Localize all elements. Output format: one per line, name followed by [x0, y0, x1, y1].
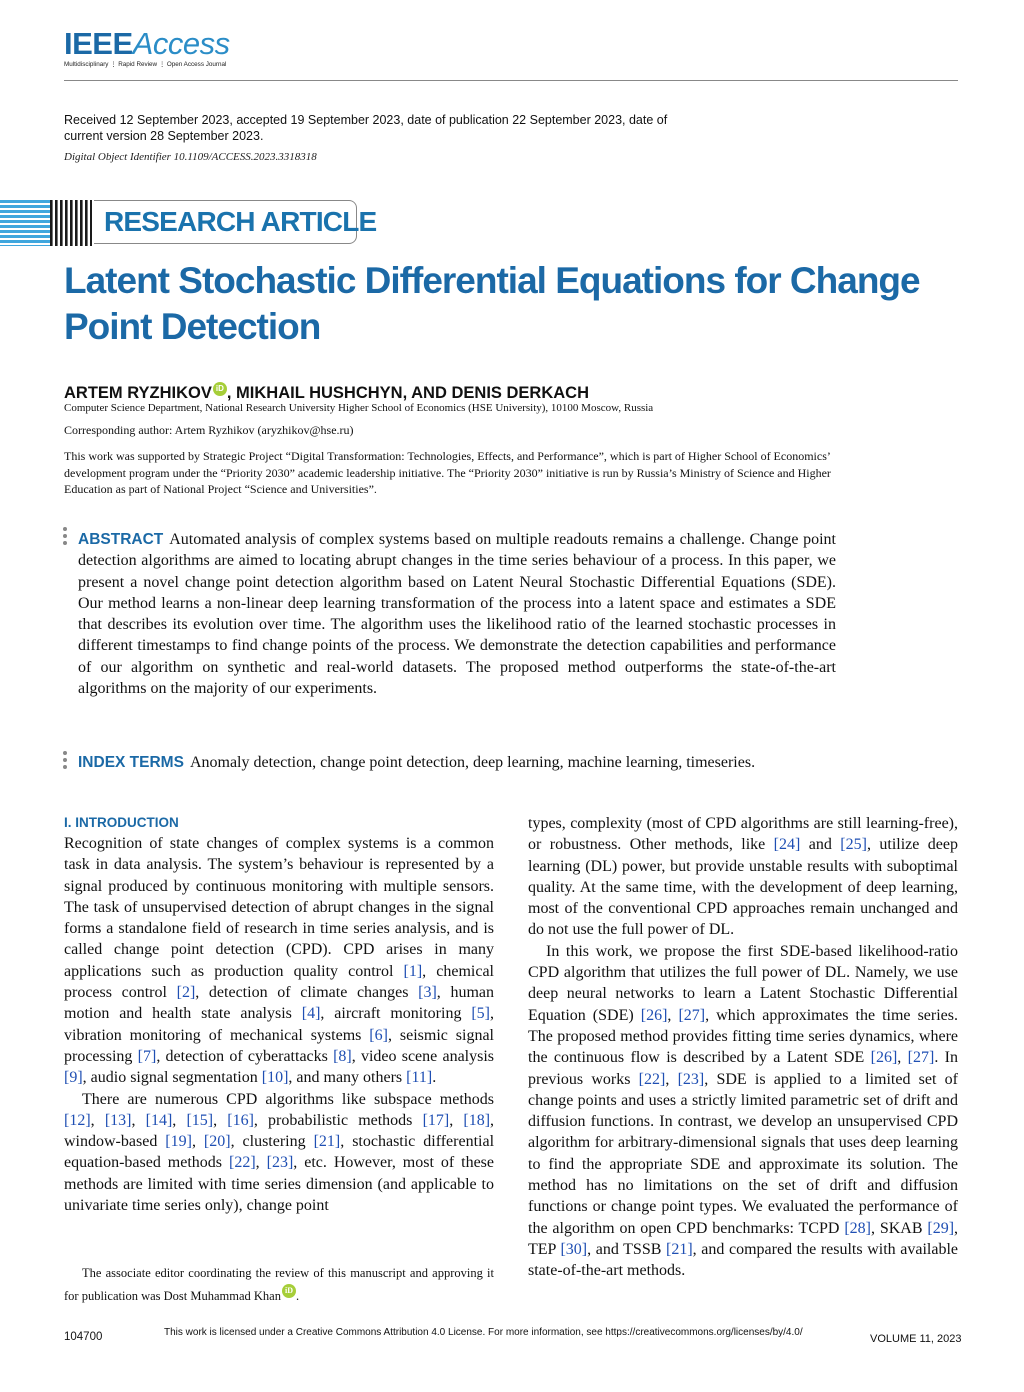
citation-link[interactable]: [20] [203, 1133, 231, 1151]
paragraph-text: , clustering [230, 1133, 314, 1151]
citation-link[interactable]: [5] [471, 1005, 490, 1023]
citation-link[interactable]: [9] [64, 1069, 83, 1087]
article-type-banner: RESEARCH ARTICLE [104, 206, 377, 237]
citation-link[interactable]: [26] [640, 1006, 668, 1024]
paragraph-text: There are numerous CPD algorithms like subspace methods [82, 1090, 494, 1108]
citation-link[interactable]: [18] [463, 1111, 491, 1129]
abstract [78, 529, 836, 699]
citation-link[interactable]: [22] [228, 1154, 256, 1172]
citation-link[interactable]: [4] [301, 1005, 321, 1023]
paragraph-text: , [213, 1111, 228, 1129]
journal-logo [64, 28, 264, 72]
citation-link[interactable]: [21] [313, 1133, 341, 1151]
abstract-label: ABSTRACT [78, 531, 164, 548]
paragraph-text: , [667, 1006, 679, 1024]
banner-stripes-dark [50, 200, 92, 246]
citation-link[interactable]: [29] [927, 1219, 955, 1237]
paragraph-text: , [131, 1111, 146, 1129]
index-terms-label: INDEX TERMS [78, 754, 184, 771]
paragraph-text: , and many others [288, 1069, 407, 1087]
citation-link[interactable]: [13] [104, 1111, 132, 1129]
publication-dates: Received 12 September 2023, accepted 19 September 2023, date of publication 22 September 2023, date of current version 28 September 2023. [64, 113, 668, 143]
doi[interactable]: Digital Object Identifier 10.1109/ACCESS.2023.3318318 [64, 151, 317, 163]
citation-link[interactable]: [27] [678, 1006, 706, 1024]
citation-link[interactable]: [23] [266, 1154, 294, 1172]
index-terms-dots-icon [63, 751, 69, 772]
citation-link[interactable]: [17] [422, 1111, 450, 1129]
citation-link[interactable]: [15] [186, 1111, 214, 1129]
banner-stripes-light [0, 200, 50, 246]
citation-link[interactable]: [6] [369, 1026, 388, 1044]
affiliation: Computer Science Department, National Research University Higher School of Economics (HSE University), 10100 Moscow, Russia [64, 402, 654, 414]
paragraph-text: , and compared the results with available state-of-the-art methods. [528, 1240, 959, 1280]
logo-tagline: Multidisciplinary ⋮ Rapid Review ⋮ Open Access Journal [64, 61, 227, 68]
license-notice[interactable]: This work is licensed under a Creative Commons Attribution 4.0 License. For more information, see https://creativecommons.org/licenses/by/4.0/ [164, 1327, 803, 1338]
funding-statement: This work was supported by Strategic Project “Digital Transformation: Technologies, Effects, and Performance”, which is part of Higher School of Economics’ development program under the “Priority 2030” academic leadership initiative. The “Priority 2030” initiative is run by Russia’s Ministry of Science and Higher Education as part of National Project “Science and Universities”. [64, 449, 831, 496]
abstract-text: Automated analysis of complex systems based on multiple readouts remains a challenge. Change point detection algorithms are aimed to locating abrupt changes in the time series behaviour of a process. In this paper, we present a novel change point detection algorithm based on Latent Neural Stochastic Differential Equations (SDE). Our method learns a non-linear deep learning transformation of the process into a latent space and estimates a SDE that describes its evolution over time. The algorithm uses the likelihood ratio of the learned stochastic processes in different timestamps to find change points of the process. We demonstrate the detection capabilities and performance of our algorithm on synthetic and real-world datasets. The proposed method outperforms the state-of-the-art algorithms on the majority of our experiments. [78, 531, 836, 698]
paragraph-text: , [90, 1111, 105, 1129]
abstract-dots-icon [63, 527, 69, 548]
paragraph-text: , [255, 1154, 267, 1172]
paragraph-text: , which approximates the time series. The proposed method provides fitting time series dynamics, where the continuous flow is described by a Latent SDE [528, 1006, 958, 1067]
orcid-icon[interactable]: iD [213, 382, 227, 396]
paragraph-text: , etc. However, most of these methods are limited with time series dimension (and applicable to univariate time series only), change point [64, 1154, 495, 1215]
paragraph-text: , [191, 1133, 204, 1151]
paragraph-text: , utilize deep learning (DL) power, but provide unstable results with suboptimal quality. At the same time, with the development of deep learning, most of the conventional CPD approaches remain unchanged and do not use the full power of DL. [528, 836, 958, 939]
citation-link[interactable]: [8] [333, 1047, 352, 1065]
article-title: Latent Stochastic Differential Equations for Change Point Detection [64, 260, 920, 347]
citation-link[interactable]: [7] [137, 1047, 157, 1065]
citation-link[interactable]: [30] [560, 1240, 588, 1258]
paragraph-text: . In previous works [528, 1049, 959, 1088]
index-terms-text: Anomaly detection, change point detection, deep learning, machine learning, timeseries. [189, 754, 756, 771]
paragraph-text: Recognition of state changes of complex systems is a common task in data analysis. The system’s behaviour is represented by a signal produced by continuous monitoring with multiple sensors. The task of unsupervised detection of abrupt changes in the signal forms a standalone field of research in time series analysis, and is called change point detection (CPD). CPD arises in many applications such as production quality control [64, 835, 494, 980]
citation-link[interactable]: [27] [907, 1049, 935, 1067]
citation-link[interactable]: [14] [145, 1111, 173, 1129]
paragraph-text: , vibration monitoring of mechanical systems [64, 1005, 494, 1044]
citation-link[interactable]: [22] [638, 1070, 666, 1088]
section-heading: I. INTRODUCTION [64, 815, 179, 830]
citation-link[interactable]: [21] [666, 1240, 693, 1258]
paragraph-text: , stochastic differential equation-based methods [64, 1133, 495, 1172]
paragraph-text: , [665, 1070, 678, 1088]
paragraph-text: , seismic signal processing [64, 1026, 494, 1065]
left-column [64, 813, 494, 1216]
author-list [64, 382, 589, 403]
logo-ieee: IEEE [64, 26, 133, 61]
citation-link[interactable]: [11] [406, 1069, 433, 1087]
orcid-icon[interactable]: iD [282, 1284, 296, 1298]
paragraph-text: , aircraft monitoring [320, 1005, 472, 1023]
citation-link[interactable]: [3] [418, 984, 437, 1002]
footnote-text: The associate editor coordinating the review of this manuscript and approving it for publication was Dost Muhammad Khan [64, 1266, 494, 1303]
editor-footnote [64, 1263, 494, 1307]
citation-link[interactable]: [16] [227, 1111, 254, 1129]
volume-info: VOLUME 11, 2023 [870, 1333, 962, 1345]
paragraph-text: , SDE is applied to a limited set of change points and uses a strictly limited parametric set of drift and diffusion functions. In contrast, we develop an unsupervised CPD algorithm for arbitrary-dimensional signals that uses deep learning to find the appropriate SDE and approximate its solution. The method has no limitations on the set of drift and diffusion functions or change point types. We evaluated the performance of the algorithm on open CPD benchmarks: TCPD [528, 1070, 959, 1237]
intro-paragraph-3 [528, 813, 958, 941]
citation-link[interactable]: [28] [844, 1219, 871, 1237]
paragraph-text: , audio signal segmentation [82, 1069, 262, 1087]
paragraph-text: , detection of cyberattacks [156, 1047, 334, 1065]
author-first: ARTEM RYZHIKOV [64, 384, 212, 402]
header-divider [64, 80, 958, 81]
paragraph-text: , [172, 1111, 187, 1129]
paragraph-text: , detection of climate changes [195, 984, 419, 1002]
citation-link[interactable]: [25] [840, 836, 867, 854]
intro-paragraph-1 [64, 833, 494, 1089]
paragraph-text: , video scene analysis [351, 1047, 495, 1065]
right-column [528, 813, 958, 1282]
author-rest: , MIKHAIL HUSHCHYN, AND DENIS DERKACH [226, 384, 589, 402]
intro-paragraph-2 [64, 1089, 494, 1217]
paragraph-text: , chemical process control [64, 962, 494, 1002]
intro-paragraph-4 [528, 941, 958, 1282]
paragraph-text: , human motion and health state analysis [64, 984, 494, 1023]
paragraph-text: , [449, 1111, 464, 1129]
paragraph-text: . [432, 1069, 437, 1087]
paragraph-text: , SKAB [870, 1219, 928, 1237]
index-terms [78, 752, 908, 774]
citation-link[interactable]: [24] [773, 836, 801, 854]
citation-link[interactable]: [19] [165, 1133, 192, 1151]
paragraph-text: , and TSSB [587, 1240, 667, 1258]
citation-link[interactable]: [2] [176, 984, 196, 1002]
paragraph-text: and [800, 836, 841, 854]
paragraph-text: , window-based [64, 1111, 495, 1151]
citation-link[interactable]: [26] [870, 1049, 898, 1067]
corresponding-author: Corresponding author: Artem Ryzhikov (aryzhikov@hse.ru) [64, 423, 354, 437]
paragraph-text: types, complexity (most of CPD algorithms are still learning-free), or robustness. Other methods, like [528, 815, 958, 854]
citation-link[interactable]: [1] [403, 962, 423, 980]
footnote-end: . [295, 1289, 300, 1303]
citation-link[interactable]: [10] [261, 1069, 289, 1087]
paragraph-text: , [897, 1049, 908, 1067]
citation-link[interactable]: [12] [64, 1111, 91, 1129]
paragraph-text: , TEP [528, 1219, 959, 1258]
logo-access: Access [132, 26, 230, 61]
page-number: 104700 [64, 1331, 103, 1343]
citation-link[interactable]: [23] [677, 1070, 705, 1088]
paragraph-text: In this work, we propose the first SDE-based likelihood-ratio CPD algorithm that utilizes the full power of DL. Namely, we use deep neural networks to learn a Latent Stochastic Differential Equation (SDE) [528, 942, 958, 1024]
paragraph-text: , probabilistic methods [253, 1111, 423, 1129]
